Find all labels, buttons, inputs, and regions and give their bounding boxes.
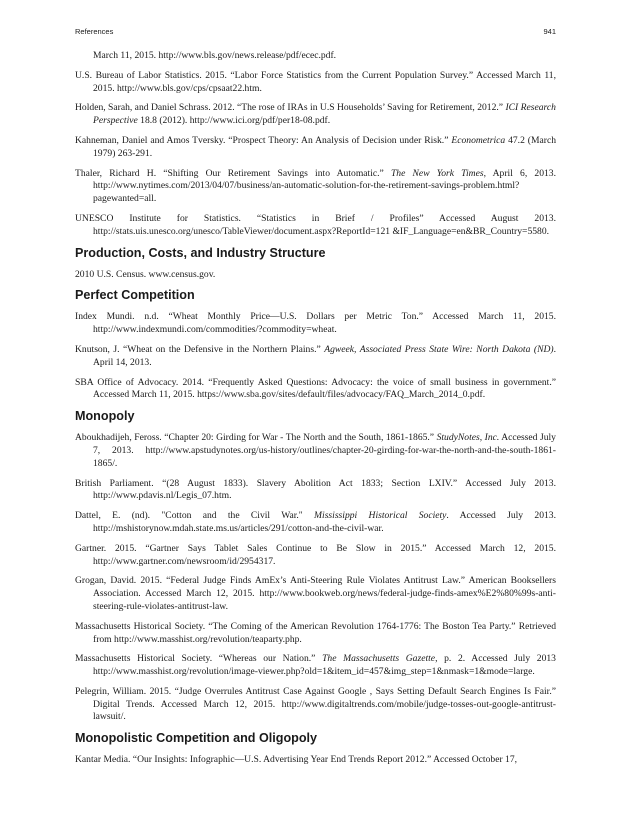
reference-text: 2010 U.S. Census. www.census.gov.: [75, 268, 216, 280]
reference-italic-title: StudyNotes, Inc.: [436, 432, 500, 444]
reference-text: Dattel, E. (nd). "Cotton and the Civil War.": [75, 510, 315, 522]
reference-entry: [75, 311, 556, 337]
reference-text: , April 6, 2013. http://www.nytimes.com/2013/04/07/business/an-automatic-solution-for-the-retirement-savings-problem.html?pagewanted=all.: [93, 167, 556, 205]
reference-text: Aboukhadijeh, Feross. “Chapter 20: Girding for War - The North and the South, 1861-1865.”: [75, 432, 437, 444]
reference-text: UNESCO Institute for Statistics. “Statistics in Brief / Profiles” Accessed August 2013. http://stats.uis.unesco.org/unesco/TableViewer/document.aspx?ReportId=121 &IF_Language=en&BR_Country=5580.: [75, 212, 556, 237]
reference-italic-title: The New York Times: [390, 167, 484, 179]
running-header-title: References: [75, 27, 114, 36]
reference-entry: [75, 135, 556, 161]
reference-italic-title: ICI Research Perspective: [93, 102, 556, 127]
reference-entry: [75, 269, 556, 282]
reference-entry: [75, 70, 556, 96]
section-heading: Monopoly: [75, 409, 135, 424]
reference-entry: [75, 432, 556, 470]
reference-entry: [75, 50, 556, 63]
reference-entry: [75, 102, 556, 128]
reference-italic-title: Mississippi Historical Society: [314, 510, 447, 522]
reference-entry: [75, 754, 556, 767]
reference-text: Knutson, J. “Wheat on the Defensive in the Northern Plains.”: [75, 343, 325, 355]
reference-text: 18.8 (2012). http://www.ici.org/pdf/per18-08.pdf.: [137, 115, 331, 127]
reference-italic-title: Econometrica: [451, 134, 506, 146]
reference-italic-title: Agweek, Associated Press State Wire: North Dakota (ND): [324, 343, 554, 355]
section-heading: Production, Costs, and Industry Structure: [75, 245, 326, 260]
reference-text: Kantar Media. “Our Insights: Infographic—U.S. Advertising Year End Trends Report 2012.” Accessed October 17,: [75, 754, 518, 766]
reference-text: Index Mundi. n.d. “Wheat Monthly Price—U.S. Dollars per Metric Ton.” Accessed March 11, 2015. http://www.indexmundi.com/commodities/?commodity=wheat.: [75, 311, 556, 336]
reference-text: . April 14, 2013.: [93, 343, 556, 368]
reference-entry: [75, 213, 556, 239]
references-content: [75, 50, 556, 774]
reference-text: . Accessed July 2013. http://mshistorynow.mdah.state.ms.us/articles/291/cotton-and-the-civil-war.: [93, 510, 556, 534]
reference-text: , p. 2. Accessed July 2013 http://www.masshist.org/revolution/image-viewer.php?old=1&item_id=457&img_step=1&nmask=1&mode=large.: [93, 653, 556, 678]
reference-italic-title: The Massachusetts Gazette: [322, 653, 436, 665]
reference-entry: [75, 344, 556, 370]
reference-entry: [75, 510, 556, 536]
reference-entry: [75, 621, 556, 647]
reference-entry: [75, 377, 556, 403]
reference-text: Pelegrin, William. 2015. “Judge Overrules Antitrust Case Against Google , Says Setting Default Search Engines Is Fair.” Digital Trends. Accessed March 12, 2015. http://www.digitaltrends.com/mobile/judge-tosses-out-google-antitrust-lawsuit/.: [75, 685, 556, 723]
reference-text: Thaler, Richard H. “Shifting Our Retirement Savings into Automatic.”: [75, 167, 391, 179]
reference-entry: [75, 686, 556, 724]
reference-entry: [75, 653, 556, 679]
reference-text: U.S. Bureau of Labor Statistics. 2015. “Labor Force Statistics from the Current Population Survey.” Accessed March 11, 2015. http://www.bls.gov/cps/cpsaat22.htm.: [75, 69, 556, 94]
reference-text: Grogan, David. 2015. “Federal Judge Finds AmEx’s Anti-Steering Rule Violates Antitrust Law.” American Booksellers Association. Accessed March 12, 2015. http://www.bookweb.org/news/federal-judge-finds-amex%E2%80%99s-anti-steering-rule-violates-antitrust-law.: [75, 575, 556, 612]
reference-text: March 11, 2015. http://www.bls.gov/news.release/pdf/ecec.pdf.: [93, 50, 337, 61]
reference-entry: [75, 575, 556, 613]
section-heading: Monopolistic Competition and Oligopoly: [75, 731, 318, 746]
reference-entry: [75, 168, 556, 206]
reference-text: Kahneman, Daniel and Amos Tversky. “Prospect Theory: An Analysis of Decision under Risk.”: [75, 134, 452, 146]
page-number: 941: [543, 27, 556, 36]
reference-text: 47.2 (March 1979) 263-291.: [93, 134, 556, 159]
reference-text: Massachusetts Historical Society. “Whereas our Nation.”: [75, 653, 323, 665]
reference-entry: [75, 543, 556, 569]
reference-text: Massachusetts Historical Society. “The Coming of the American Revolution 1764-1776: The Boston Tea Party.” Retrieved from http://www.masshist.org/revolution/teaparty.php.: [75, 620, 556, 645]
reference-entry: [75, 478, 556, 504]
reference-text: British Parliament. “(28 August 1833). Slavery Abolition Act 1833; Section LXIV.” Accessed July 2013. http://www.pdavis.nl/Legis_07.htm.: [75, 477, 556, 502]
reference-text: SBA Office of Advocacy. 2014. “Frequently Asked Questions: Advocacy: the voice of small business in government.” Accessed March 11, 2015. https://www.sba.gov/sites/default/files/advocacy/FAQ_March_2014_0.pdf.: [75, 376, 556, 401]
reference-text: Accessed July 7, 2013. http://www.apstudynotes.org/us-history/outlines/chapter-20-girding-for-war-the-north-and-the-south-1861-1865/.: [93, 432, 556, 469]
section-heading: Perfect Competition: [75, 288, 195, 303]
reference-text: Holden, Sarah, and Daniel Schrass. 2012. “The rose of IRAs in U.S Households’ Saving for Retirement, 2012.”: [75, 102, 506, 114]
reference-text: Gartner. 2015. “Gartner Says Tablet Sales Continue to Be Slow in 2015.” Accessed March 12, 2015. http://www.gartner.com/newsroom/id/2954317.: [75, 542, 556, 567]
